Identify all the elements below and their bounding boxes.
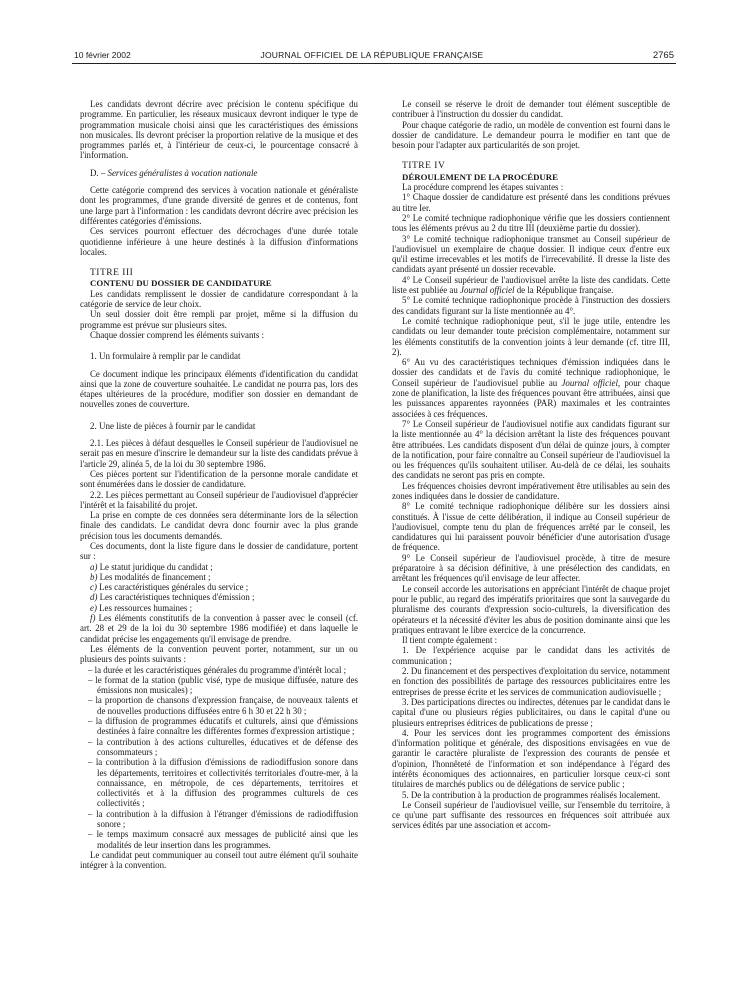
- left-column: [80, 99, 358, 870]
- title-subheading: DÉROULEMENT DE LA PROCÉDURE: [402, 171, 559, 182]
- header-date: 10 février 2002: [74, 50, 131, 60]
- list-item: d) Les caractéristiques techniques d'émission ;: [90, 592, 255, 603]
- paragraph: Les candidats devront décrire avec précision le contenu spécifique du programme. En particulier, les réseaux musicaux devront indiquer le type de programmation musicale choisi ainsi que les caractéristiques des émissions non musicales. Ils devront préciser la proportion relative de la musique et des programmes parlés et, à l'intérieur de ceux-ci, le pourcentage consacré à l'information.: [80, 99, 358, 161]
- section-title: Services généralistes à vocation nationale: [107, 167, 258, 178]
- subsection-heading: 1. Un formulaire à remplir par le candidat: [90, 351, 241, 362]
- dash-item: – la contribution à la diffusion à l'étranger d'émissions de radiodiffusion sonore ;: [88, 809, 358, 830]
- list-item: a) Le statut juridique du candidat ;: [90, 561, 213, 572]
- paragraph: Ces documents, dont la liste figure dans le dossier de candidature, portent sur :: [80, 540, 358, 562]
- paragraph: 2.2. Les pièces permettant au Conseil supérieur de l'audiovisuel d'apprécier l'intérêt et la faisabilité du projet.: [80, 489, 358, 510]
- title-heading: TITRE III: [90, 268, 134, 279]
- dash-item: – la proportion de chansons d'expression française, de nouveaux talents et de nouvelles productions diffusées entre 6 h 30 et 22 h 30 ;: [88, 695, 358, 716]
- list-item: e) Les ressources humaines ;: [90, 602, 193, 613]
- dash-item: – le format de la station (public visé, type de musique diffusée, nature des émissions non musicales) ;: [88, 675, 358, 696]
- dash-item: – la diffusion de programmes éducatifs et culturels, ainsi que d'émissions destinées à faire connaître les différentes formes d'expression artistique ;: [88, 716, 358, 737]
- paragraph: Les candidats remplissent le dossier de candidature correspondant à la catégorie de service de leur choix.: [80, 288, 358, 310]
- right-column: [392, 99, 670, 831]
- criterion-1: 1. De l'expérience acquise par le candidat dans les activités de communication ;: [392, 645, 670, 666]
- paragraph: Cette catégorie comprend des services à vocation nationale et généraliste dont les programmes, d'une grande diversité de genres et de contenus, font une large part à l'information : les candidats devront décrire avec précision les différentes catégories d'émissions.: [80, 185, 358, 226]
- criterion-5: 5. De la contribution à la production de programmes réalisés localement.: [402, 789, 661, 800]
- dash-item: – le temps maximum consacré aux messages de publicité ainsi que les modalités de leur insertion dans les programmes.: [88, 829, 358, 850]
- dash-item: – la contribution à des actions culturelles, éducatives et de défense des consommateurs ;: [88, 737, 358, 758]
- list-item: c) Les caractéristiques générales du service ;: [90, 582, 249, 593]
- step-1: 1° Chaque dossier de candidature est présenté dans les conditions prévues au titre Ier.: [392, 192, 670, 213]
- paragraph: Les fréquences choisies devront impérativement être utilisables au sein des zones indiquées dans le dossier de candidature.: [392, 480, 670, 501]
- paragraph: Chaque dossier comprend les éléments suivants :: [90, 329, 265, 340]
- dash-item: – la contribution à la diffusion d'émissions de radiodiffusion sonore dans les départements, territoires et collectivités territoriales d'outre-mer, à la connaissance, en métropole, de ces départements, territoires et collectivités et à la diffusion des programmes culturels de ces collectivités ;: [88, 757, 358, 808]
- paragraph: Le comité technique radiophonique peut, s'il le juge utile, entendre les candidats ou leur demander toute précision complémentaire, notamment sur les éléments constitutifs de la convention joints à leur demande (cf. titre III, 2).: [392, 315, 670, 357]
- paragraph: Les éléments de la convention peuvent porter, notamment, sur un ou plusieurs des points suivants :: [80, 643, 358, 665]
- paragraph: Le conseil se réserve le droit de demander tout élément susceptible de contribuer à l'instruction du dossier du candidat.: [392, 99, 670, 120]
- section-letter: D. –: [90, 167, 108, 178]
- paragraph: Ce document indique les principaux éléments d'identification du candidat ainsi que la zone de couverture souhaitée. Le candidat ne pourra pas, lors des étapes ultérieures de la procédure, modifier son dossier en demandant de nouvelles zones de couverture.: [80, 368, 358, 410]
- paragraph: La procédure comprend les étapes suivantes :: [402, 182, 564, 193]
- header-journal-title: JOURNAL OFFICIEL DE LA RÉPUBLIQUE FRANÇAISE: [260, 50, 484, 60]
- step-3: 3° Le comité technique radiophonique transmet au Conseil supérieur de l'audiovisuel un exemplaire de chaque dossier. Il indique ceux d'entre eux qu'il estime irrecevables et les motifs de l'irrecevabilité. Il dresse la liste des candidats ayant présenté un dossier recevable.: [392, 233, 670, 275]
- paragraph: Le conseil accorde les autorisations en appréciant l'intérêt de chaque projet pour le public, au regard des impératifs prioritaires que sont la sauvegarde du pluralisme des courants d'expression socio-culturels, la diversification des opérateurs et la nécessité d'éviter les abus de position dominante ainsi que les pratiques entravant le libre exercice de la concurrence.: [392, 583, 670, 635]
- paragraph: 2.1. Les pièces à défaut desquelles le Conseil supérieur de l'audiovisuel ne serait pas en mesure d'inscrire le demandeur sur la liste des candidats prévue à l'article 29, alinéa 5, de la loi du 30 septembre 1986.: [80, 438, 358, 469]
- step-6: 6° Au vu des caractéristiques techniques d'émission indiquées dans le dossier des candidats et de l'avis du comité technique radiophonique, le Conseil supérieur de l'audiovisuel publie au Journal officiel, pour chaque zone de planification, la liste des fréquences pouvant être attribuées, ainsi que les puissances apparentes rayonnées (PAR) maximales et les contraintes associées à ces fréquences.: [392, 357, 670, 419]
- dash-item: – la durée et les caractéristiques générales du programme d'intérêt local ;: [88, 665, 358, 675]
- step-7: 7° Le Conseil supérieur de l'audiovisuel notifie aux candidats figurant sur la liste mentionnée au 4° la décision arrêtant la liste des fréquences pouvant être attribuées. Les candidats disposent d'un délai de quinze jours, à compter de la notification, pour faire connaître au Conseil supérieur de l'audiovisuel la ou les fréquences qu'ils souhaitent utiliser. Au-delà de ce délai, les souhaits des candidats ne seront pas pris en compte.: [392, 418, 670, 481]
- page-header: [70, 50, 674, 62]
- paragraph: Un seul dossier doit être rempli par projet, même si la diffusion du programme est prévue sur plusieurs sites.: [80, 309, 358, 330]
- step-2: 2° Le comité technique radiophonique vérifie que les dossiers contiennent tous les éléments prévus au 2 du titre III (deuxième partie du dossier).: [392, 212, 670, 234]
- list-item: b) Les modalités de financement ;: [90, 571, 211, 582]
- criterion-2: 2. Du financement et des perspectives d'exploitation du service, notamment en fonction des possibilités de partage des ressources publicitaires entre les entreprises de presse écrite et les services de communication audiovisuelle ;: [392, 666, 671, 697]
- criterion-3: 3. Des participations directes ou indirectes, détenues par le candidat dans le capital d'une ou plusieurs régies publicitaires, ou dans le capital d'une ou plusieurs entreprises éditrices de publications de presse ;: [392, 696, 670, 728]
- paragraph: La prise en compte de ces données sera déterminante lors de la sélection finale des candidats. Le candidat devra donc fournir avec la plus grande précision tous les documents demandés.: [80, 510, 358, 541]
- step-4: 4° Le Conseil supérieur de l'audiovisuel arrête la liste des candidats. Cette liste est publiée au Journal officiel de la République française.: [392, 274, 670, 296]
- title-subheading: CONTENU DU DOSSIER DE CANDIDATURE: [90, 278, 272, 289]
- paragraph: Ces services pourront effectuer des décrochages d'une durée totale quotidienne inférieure à une heure destinés à la diffusion d'informations locales.: [80, 226, 358, 257]
- subsection-heading: 2. Une liste de pièces à fournir par le candidat: [90, 420, 256, 431]
- criterion-4: 4. Pour les services dont les programmes comportent des émissions d'information politique et générale, des dispositions envisagées en vue de garantir le caractère pluraliste de l'expression des courants de pensée et d'opinion, l'honnêteté de l'information et son indépendance à l'égard des intérêts économiques des actionnaires, en particulier lorsque ceux-ci sont titulaires de marchés publics ou de délégations de service public ;: [392, 727, 670, 790]
- paragraph: Ces pièces portent sur l'identification de la personne morale candidate et sont énumérées dans le dossier de candidature.: [80, 468, 358, 490]
- paragraph: Il tient compte également :: [402, 635, 498, 646]
- paragraph: Le Conseil supérieur de l'audiovisuel veille, sur l'ensemble du territoire, à ce qu'une part suffisante des ressources en fréquences soit attribuée aux services édités par une association et accom-: [392, 799, 670, 831]
- dash-list: [80, 665, 358, 850]
- header-rule: [72, 63, 676, 64]
- paragraph: Le candidat peut communiquer au conseil tout autre élément qu'il souhaite intégrer à la convention.: [80, 849, 358, 871]
- step-8: 8° Le comité technique radiophonique délibère sur les dossiers ainsi constitués. À l'issue de cette délibération, il indique au Conseil supérieur de l'audiovisuel, compte tenu du plan de fréquences arrêté par le conseil, les candidatures qui lui paraissent pouvoir bénéficier d'une autorisation d'usage de fréquence.: [392, 501, 670, 553]
- list-item: f) Les éléments constitutifs de la convention à passer avec le conseil (cf. art. 28 et 29 de la loi du 30 septembre 1986 modifiée) et dans laquelle le candidat précise les engagements qu'il envisage de prendre.: [80, 613, 358, 644]
- step-9: 9° Le Conseil supérieur de l'audiovisuel procède, à titre de mesure préparatoire à sa décision définitive, à une présélection des candidats, en arrêtant les fréquences qu'il envisage de leur affecter.: [392, 552, 670, 584]
- header-page-number: 2765: [652, 50, 674, 61]
- paragraph: Pour chaque catégorie de radio, un modèle de convention est fourni dans le dossier de candidature. Le demandeur pourra le modifier en tant que de besoin pour l'adapter aux particularités de son projet.: [392, 119, 670, 151]
- title-heading: TITRE IV: [402, 161, 446, 172]
- step-5: 5° Le comité technique radiophonique procède à l'instruction des dossiers des candidats figurant sur la liste mentionnée au 4°.: [392, 295, 670, 316]
- section-heading-d: [80, 168, 358, 178]
